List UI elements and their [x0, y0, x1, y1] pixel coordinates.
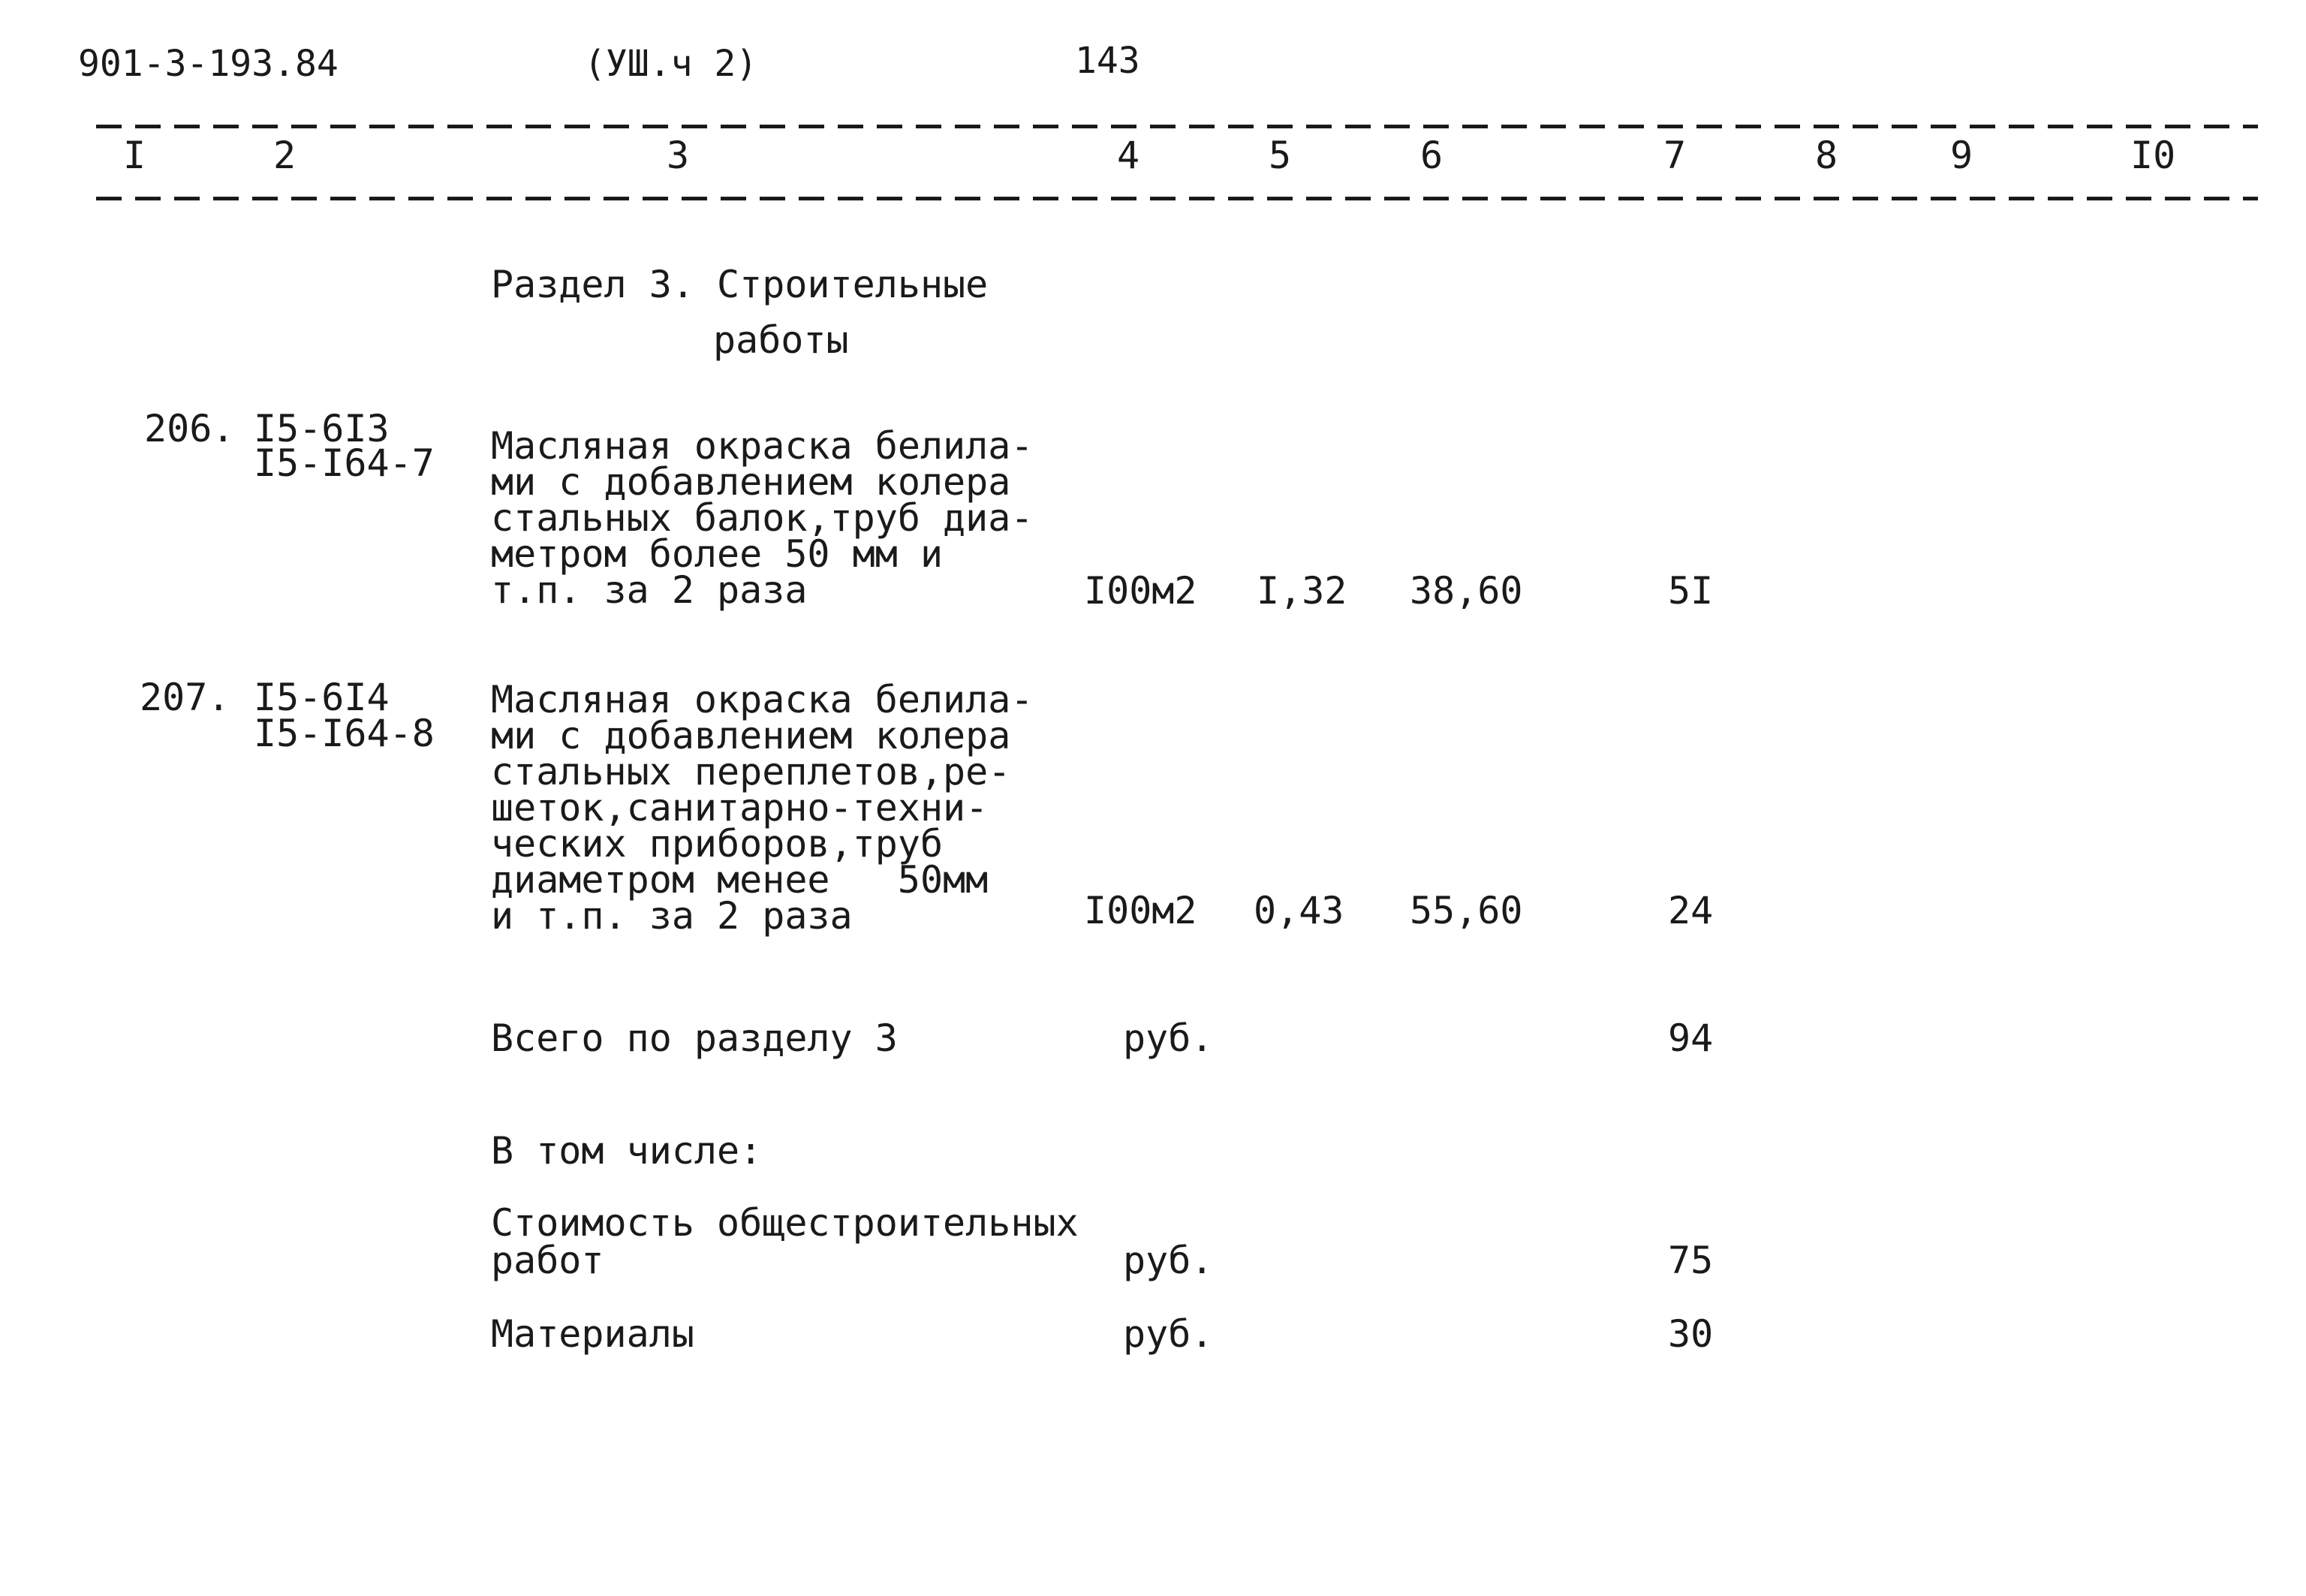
- description-line: Масляная окраска белила-: [491, 424, 1034, 468]
- description-line: ческих приборов,труб: [491, 822, 944, 866]
- description-line: ми с добавлением колера: [491, 460, 1011, 504]
- row-code: I5-I64-7: [254, 441, 435, 485]
- row-description: [491, 424, 1034, 612]
- column-header-5: 5: [1269, 134, 1292, 177]
- row-unit: I00м2: [1084, 889, 1197, 932]
- row-total: 5I: [1668, 569, 1714, 613]
- row-number: 207.: [140, 676, 230, 719]
- description-line: т.п. за 2 раза: [491, 568, 808, 612]
- column-header-3: 3: [667, 134, 690, 177]
- description-line: стальных переплетов,ре-: [491, 750, 1011, 793]
- album-reference: (УШ.ч 2): [584, 43, 758, 85]
- description-line: диаметром менее 50мм: [491, 858, 989, 902]
- description-line: шеток,санитарно-техни-: [491, 786, 989, 830]
- row-unit-price: 55,60: [1410, 889, 1523, 932]
- description-line: и т.п. за 2 раза: [491, 894, 853, 938]
- row-quantity: I,32: [1257, 569, 1347, 613]
- row-code: I5-6I4: [254, 676, 390, 719]
- header-rule-bottom: [96, 197, 2258, 200]
- description-line: ми с добавлением колера: [491, 714, 1011, 757]
- column-header-9: 9: [1950, 134, 1973, 177]
- materials-value: 30: [1668, 1312, 1714, 1356]
- row-number: 206.: [144, 407, 235, 450]
- row-description: [491, 678, 1034, 938]
- row-code: I5-I64-8: [254, 712, 435, 755]
- section-total-value: 94: [1668, 1016, 1714, 1060]
- column-header-2: 2: [273, 134, 297, 177]
- column-header-7: 7: [1663, 134, 1687, 177]
- including-label: В том числе:: [491, 1129, 763, 1173]
- description-line: Масляная окраска белила-: [491, 678, 1034, 721]
- header-rule-top: [96, 125, 2258, 128]
- column-header-4: 4: [1117, 134, 1140, 177]
- column-header-10: I0: [2130, 134, 2176, 177]
- description-line: метром более 50 мм и: [491, 532, 944, 576]
- general-works-label: Стоимость общестроительных: [491, 1201, 1079, 1245]
- column-header-8: 8: [1815, 134, 1838, 177]
- column-header-6: 6: [1420, 134, 1444, 177]
- section-total-unit: руб.: [1123, 1016, 1214, 1060]
- document-code: 901-3-193.84: [78, 43, 339, 85]
- materials-unit: руб.: [1123, 1312, 1214, 1356]
- row-code: I5-6I3: [254, 407, 390, 450]
- general-works-value: 75: [1668, 1239, 1714, 1282]
- column-header-1: I: [123, 134, 146, 177]
- materials-label: Материалы: [491, 1312, 694, 1356]
- description-line: стальных балок,труб диа-: [491, 496, 1034, 540]
- section-title-continued: работы: [713, 318, 849, 362]
- row-unit: I00м2: [1084, 569, 1197, 613]
- general-works-unit: руб.: [1123, 1239, 1214, 1282]
- row-quantity: 0,43: [1254, 889, 1344, 932]
- section-total-label: Всего по разделу 3: [491, 1016, 898, 1060]
- row-total: 24: [1668, 889, 1714, 932]
- general-works-label-continued: работ: [491, 1239, 604, 1282]
- row-unit-price: 38,60: [1410, 569, 1523, 613]
- page-number: 143: [1075, 40, 1140, 82]
- section-title: Раздел 3. Строительные: [491, 263, 989, 306]
